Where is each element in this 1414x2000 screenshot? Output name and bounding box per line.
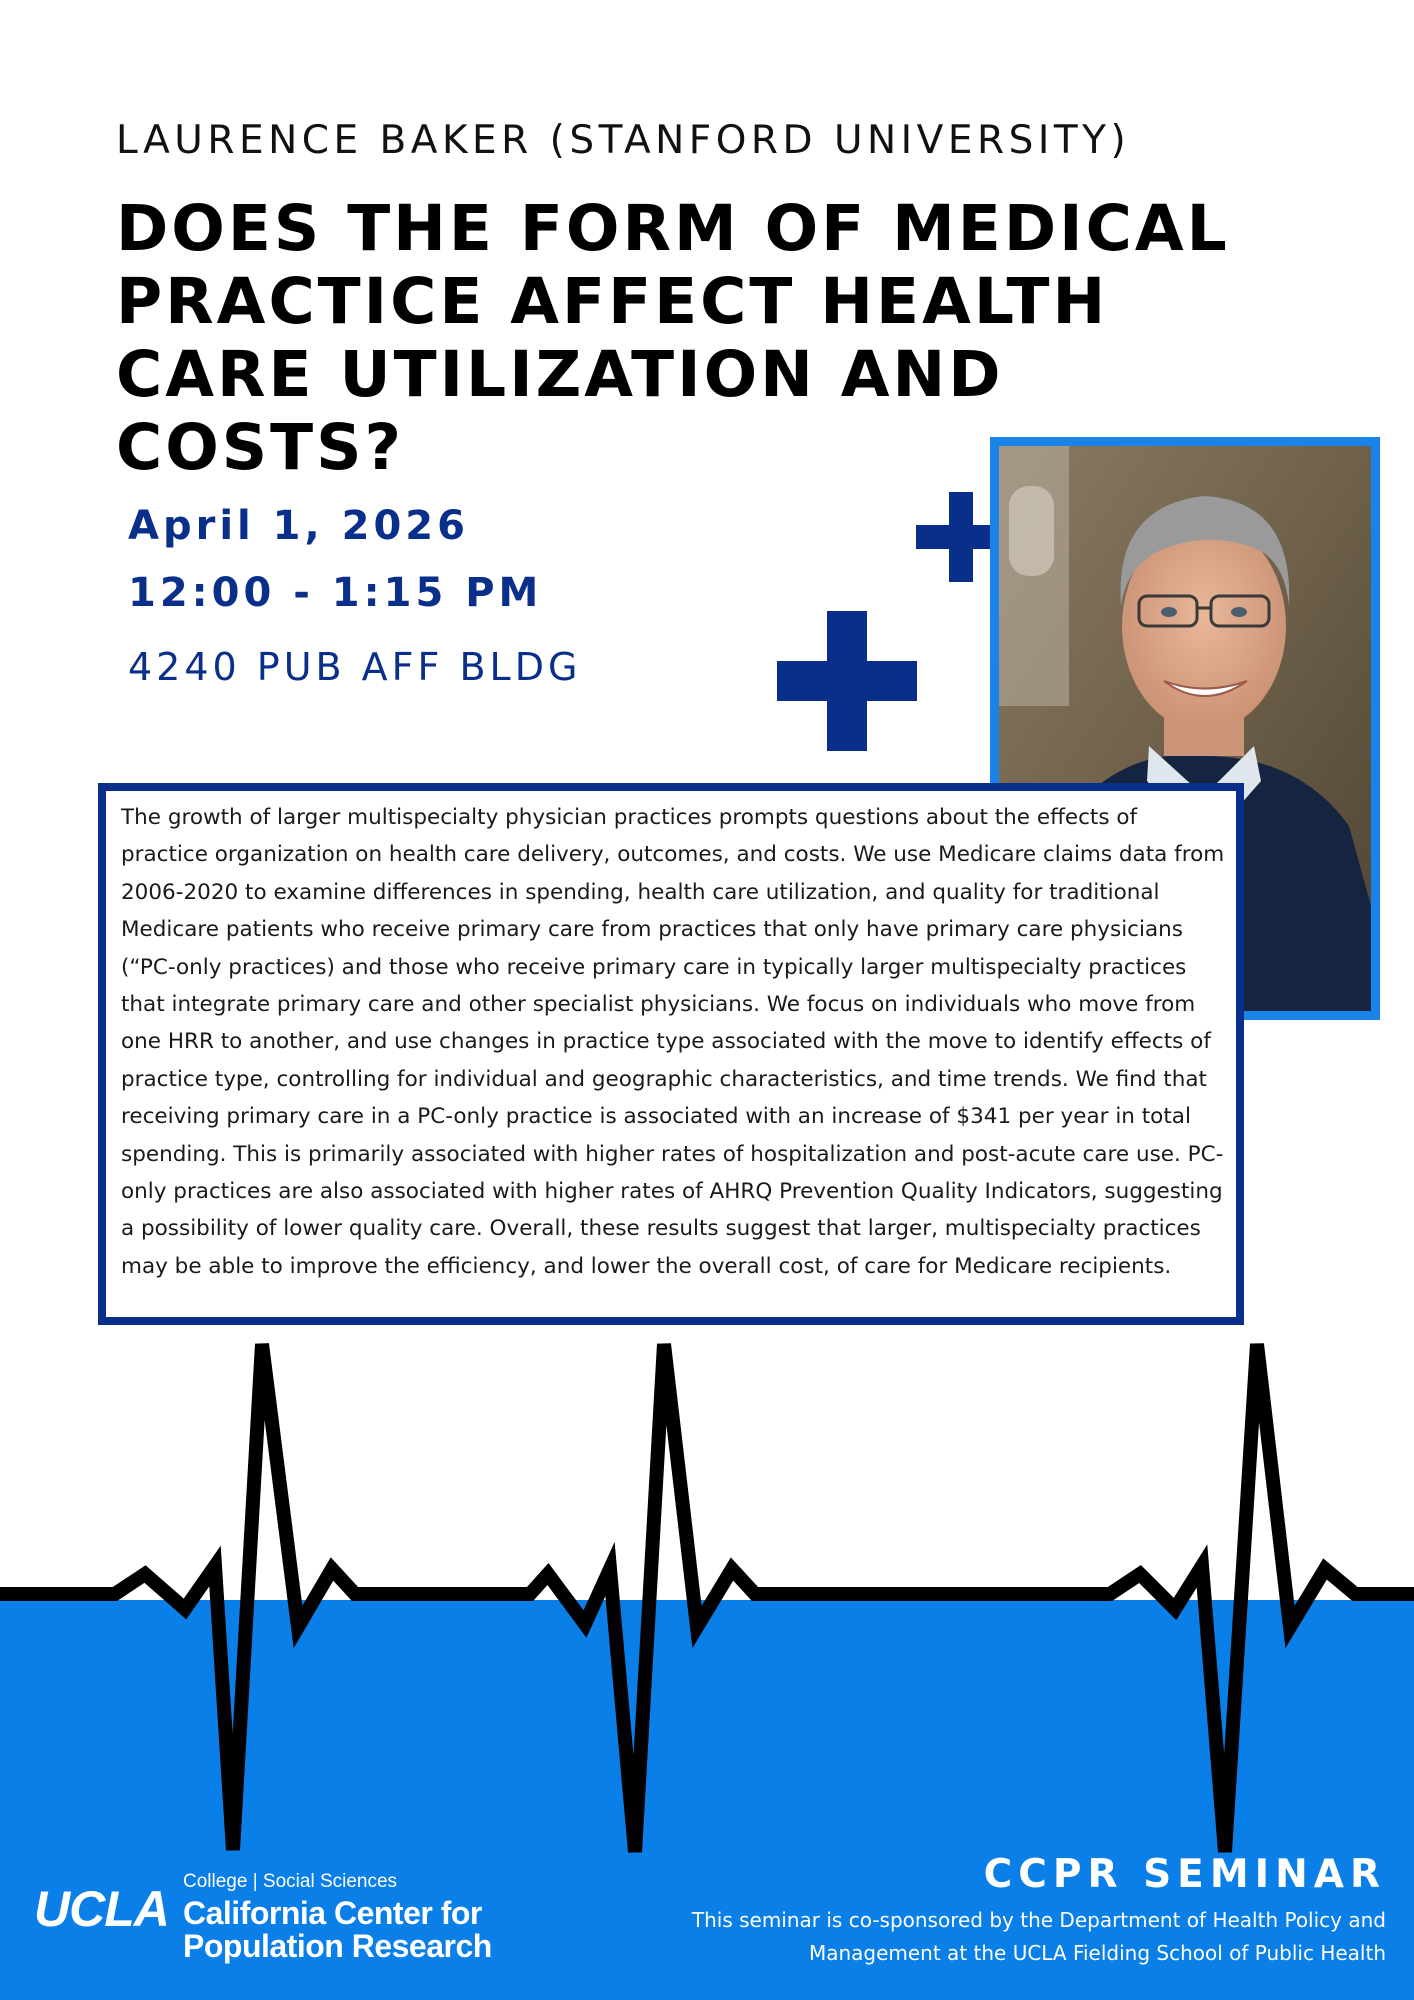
sponsor-note: This seminar is co-sponsored by the Department of Health Policy and Management at the UCLA Fielding School of Public Health [691, 1908, 1386, 1965]
college-label: College | Social Sciences [183, 1871, 398, 1892]
speaker-name: LAURENCE BAKER (STANFORD UNIVERSITY) [116, 118, 1131, 163]
seminar-series: CCPR SEMINAR [983, 1852, 1386, 1897]
center-name [183, 1897, 543, 1963]
ucla-logo: UCLA [34, 1881, 169, 1937]
event-time: 12:00 - 1:15 PM [128, 570, 543, 616]
seminar-title: DOES THE FORM OF MEDICAL PRACTICE AFFECT HEALTH CARE UTILIZATION AND COSTS? [116, 192, 1230, 484]
plus-cross-icon [777, 611, 917, 751]
event-date: April 1, 2026 [128, 503, 469, 549]
abstract-text: The growth of larger multispecialty physician practices prompts questions about the effects of practice organization on health care delivery, outcomes, and costs. We use Medicare claims data from 2006-2020 to examine differences in spending, health care utilization, and quality for traditional Medicare patients who receive primary care from practices that only have primary care physicians (“PC-only practices) and those who receive primary care in typically larger multispecialty practices that integrate primary care and other specialist physicians. We focus on individuals who move from one HRR to another, and use changes in practice type associated with the move to identify effects of practice type, controlling for individual and geographic characteristics, and time trends. We find that receiving primary care in a PC-only practice is associated with an increase of $341 per year in total spending. This is primarily associated with higher rates of hospitalization and post-acute care use. PC-only practices are also associated with higher rates of AHRQ Prevention Quality Indicators, suggesting a possibility of lower quality care. Overall, these results suggest that larger, multispecialty practices may be able to improve the efficiency, and lower the overall cost, of care for Medicare recipients. [121, 805, 1225, 1279]
event-location: 4240 PUB AFF BLDG [128, 645, 582, 689]
abstract-box [98, 783, 1244, 1325]
ecg-heartbeat-icon [0, 1330, 1414, 1870]
center-name-line2: Population Research [183, 1928, 492, 1964]
center-name-line1: California Center for [183, 1895, 482, 1931]
